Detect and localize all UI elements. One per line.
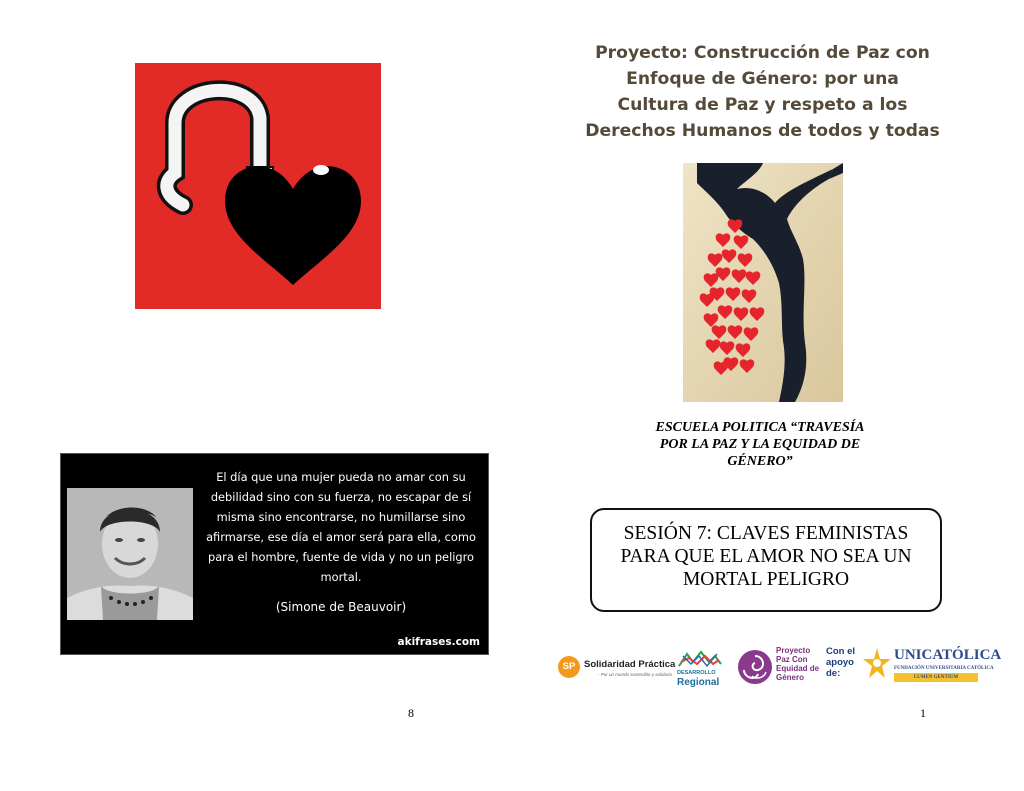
project-title-line: Proyecto: Construcción de Paz con: [595, 43, 930, 63]
unicatolica-star-icon: [862, 646, 892, 687]
session-title-line: MORTAL PELIGRO: [682, 569, 850, 590]
quote-line: misma sino encontrarse, no humillarse sino: [216, 510, 466, 524]
paz-equidad-line: Paz Con: [776, 655, 808, 664]
school-title-line: POR LA PAZ Y LA EQUIDAD DE: [659, 437, 861, 452]
school-title-line: ESCUELA POLITICA “TRAVESÍA: [655, 420, 865, 435]
project-title-line: Enfoque de Género: por una: [626, 69, 899, 89]
paz-equidad-spiral-icon: [736, 648, 774, 691]
quote-line: para el hombre, fuente de vida y no un peligro: [207, 550, 475, 564]
solidaridad-practica-tagline: - Por un mundo sostenible y solidario: [598, 672, 673, 677]
page-number-right: 1: [920, 706, 926, 720]
session-title-box: [590, 508, 942, 612]
quote-author: (Simone de Beauvoir): [275, 600, 407, 614]
project-title-line: Derechos Humanos de todos y todas: [585, 121, 940, 141]
heart-padlock-illustration: [135, 63, 381, 309]
session-title-line: PARA QUE EL AMOR NO SEA UN: [620, 546, 912, 567]
project-title: [560, 40, 965, 144]
paz-equidad-line: Equidad de: [776, 664, 820, 673]
con-el-apoyo-label: [826, 646, 855, 679]
paz-equidad-text: [776, 646, 819, 682]
project-title-line: Cultura de Paz y respeto a los: [617, 95, 908, 115]
quote-line: mortal.: [320, 570, 362, 584]
quote-watermark: akifrases.com: [397, 636, 480, 648]
session-title-line: SESIÓN 7: CLAVES FEMINISTAS: [623, 523, 909, 544]
unicatolica-subtitle: FUNDACIÓN UNIVERSITARIA CATÓLICA: [894, 666, 994, 671]
quote-line: debilidad sino con su fuerza, no escapar de sí: [210, 490, 472, 504]
con-apoyo-line: Con el: [826, 646, 856, 657]
quote-card: [60, 453, 489, 655]
paz-equidad-line: Género: [776, 673, 805, 682]
quote-line: afirmarse, ese día el amor será para ella, como: [206, 530, 476, 544]
solidaridad-practica-logo: SP: [558, 656, 580, 678]
unicatolica-motto: LUMEN GENTIUM: [894, 673, 978, 682]
con-apoyo-line: apoyo: [826, 657, 854, 668]
solidaridad-practica-name: Solidaridad Práctica: [584, 659, 676, 670]
sponsor-logos: [556, 642, 1002, 690]
author-portrait-photo: [67, 488, 193, 620]
con-apoyo-line: de:: [826, 668, 841, 679]
school-title-line: GÉNERO”: [727, 454, 793, 469]
hearts-street-art-photo: [683, 163, 843, 402]
desarrollo-regional-name: Regional: [677, 677, 720, 688]
page-number-left: 8: [408, 706, 414, 720]
school-title: [600, 419, 920, 470]
unicatolica-name: UNICATÓLICA: [894, 647, 1002, 663]
desarrollo-regional-small: DESARROLLO: [677, 670, 716, 676]
quote-line: El día que una mujer pueda no amar con su: [216, 470, 466, 484]
quote-text: [201, 467, 481, 587]
paz-equidad-line: Proyecto: [776, 646, 811, 655]
